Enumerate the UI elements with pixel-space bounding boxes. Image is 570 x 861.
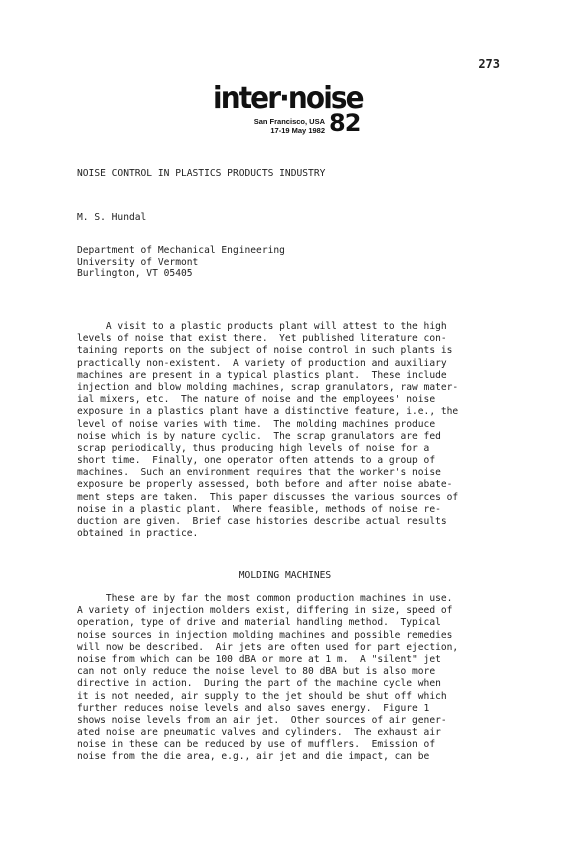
abstract-line: noise in a plastic plant. Where feasible, methods of noise re- [77,503,441,515]
body-line: further reduces noise levels and also saves energy. Figure 1 [77,702,430,714]
abstract-paragraph [77,321,497,540]
body-line: shows noise levels from an air jet. Other sources of air gener- [77,714,447,726]
body-line: A variety of injection molders exist, differing in size, speed of [77,605,453,617]
abstract-line: scrap periodically, thus producing high levels of noise for a [77,442,430,454]
section-heading: MOLDING MACHINES [238,570,332,581]
abstract-line: obtained in practice. [77,528,199,540]
body-line: noise from the die area, e.g., air jet and die impact, can be [77,751,430,763]
abstract-line: short time. Finally, one operator often attends to a group of [77,455,436,467]
affiliation-university: University of Vermont [77,256,199,268]
logo-venue-location: San Francisco, USA [253,117,325,126]
abstract-line: duction are given. Brief case histories describe actual results [77,516,447,527]
affiliation-block [77,245,285,280]
logo-wordmark: inter·noise [213,81,363,116]
abstract-line: levels of noise that exist there. Yet published literature con- [77,333,447,345]
body-line: noise sources in injection molding machines and possible remedies [77,629,453,641]
abstract-line: A visit to a plastic products plant will attest to the high [77,321,447,332]
conference-logo [213,82,363,142]
body-line: ated noise are pneumatic valves and cylinders. The exhaust air [77,727,441,739]
abstract-line: machines are present in a typical plastics plant. These include [77,369,447,381]
abstract-line: taining reports on the subject of noise control in such plants is [77,345,453,357]
page-number: 273 [478,57,500,71]
body-line: directive in action. During the part of the machine cycle when [77,678,441,690]
body-line: noise in these can be reduced by use of mufflers. Emission of [77,739,436,751]
logo-venue [245,117,325,135]
abstract-line: ial mixers, etc. The nature of noise and the employees' noise [77,394,436,406]
abstract-line: ment steps are taken. This paper discusses the various sources of [77,491,459,503]
logo-venue-dates: 17-19 May 1982 [270,126,325,135]
abstract-line: exposure be properly assessed, both before and after noise abate- [77,479,453,491]
abstract-line: noise which is by nature cyclic. The scrap granulators are fed [77,430,441,442]
body-line: operation, type of drive and material handling method. Typical [77,617,441,629]
abstract-line: practically non-existent. A variety of production and auxiliary [77,357,447,369]
abstract-line: exposure in a plastics plant have a distinctive feature, i.e., the [77,406,459,418]
body-line: can not only reduce the noise level to 80 dBA but is also more [77,666,436,678]
abstract-line: level of noise varies with time. The molding machines produce [77,418,436,430]
affiliation-address: Burlington, VT 05405 [77,268,193,279]
body-line: These are by far the most common production machines in use. [77,593,453,604]
paper-title: NOISE CONTROL IN PLASTICS PRODUCTS INDUSTRY [77,168,326,179]
abstract-line: machines. Such an environment requires that the worker's noise [77,467,441,479]
body-paragraph [77,593,497,764]
body-line: noise from which can be 100 dBA or more at 1 m. A "silent" jet [77,653,441,665]
logo-year: 82 [329,109,361,137]
abstract-line: injection and blow molding machines, scrap granulators, raw mater- [77,381,459,393]
body-line: will now be described. Air jets are often used for part ejection, [77,641,459,653]
body-line: it is not needed, air supply to the jet should be shut off which [77,690,447,702]
affiliation-department: Department of Mechanical Engineering [77,245,285,256]
author-name: M. S. Hundal [77,212,147,223]
